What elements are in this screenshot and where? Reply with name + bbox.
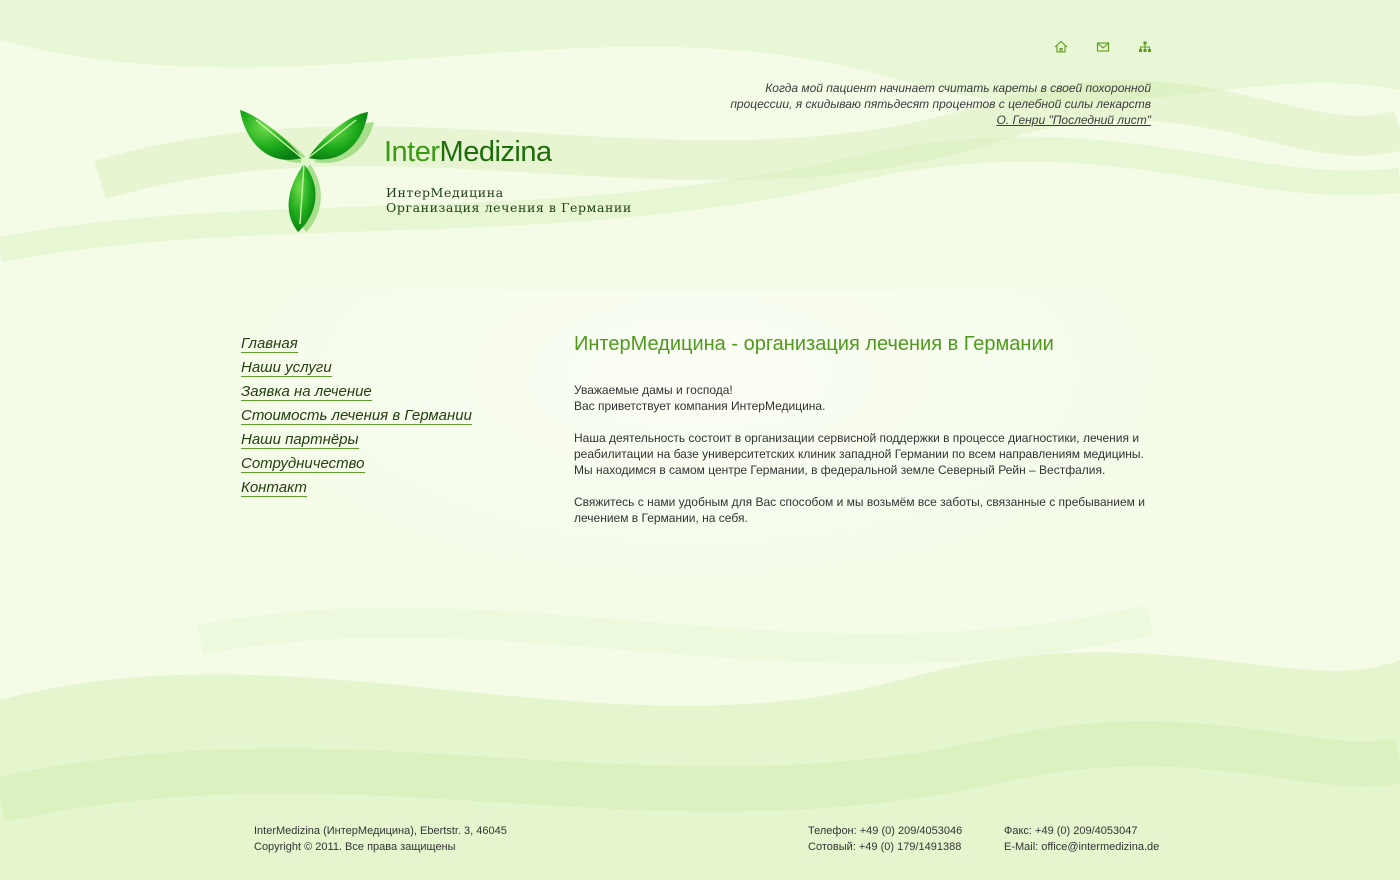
- trefoil-leaf-icon: [236, 98, 376, 238]
- brand-name-part2: Medizina: [439, 136, 552, 168]
- footer-address-block: [254, 823, 507, 855]
- quote-line-1: Когда мой пациент начинает считать кареты в своей похоронной: [765, 81, 1151, 95]
- quote-line-2: процессии, я скидываю пятьдесят процентов с целебной силы лекарств: [730, 97, 1151, 111]
- nav-item-home[interactable]: Главная: [241, 335, 298, 352]
- footer-email-label: E-Mail:: [1004, 841, 1042, 853]
- brand-subtitle-line-2: Организация лечения в Германии: [386, 200, 632, 215]
- footer-email-link[interactable]: office@intermedizina.de: [1041, 841, 1160, 853]
- sitemap-icon[interactable]: [1136, 38, 1154, 56]
- header-quote: [691, 80, 1151, 128]
- top-icon-bar: [1052, 38, 1162, 56]
- logo[interactable]: [236, 98, 636, 238]
- main-content: [574, 331, 1164, 542]
- nav-item-request[interactable]: Заявка на лечение: [241, 383, 372, 400]
- nav-item-services[interactable]: Наши услуги: [241, 359, 332, 376]
- nav-item-cost[interactable]: Стоимость лечения в Германии: [241, 407, 472, 424]
- greeting-line-2: Вас приветствует компания ИнтерМедицина.: [574, 399, 826, 413]
- sidebar-nav: [241, 332, 521, 500]
- nav-item-partners[interactable]: Наши партнёры: [241, 431, 359, 448]
- footer-email-row: [1004, 839, 1159, 855]
- mail-icon[interactable]: [1094, 38, 1112, 56]
- footer-fax-block: [1004, 823, 1159, 855]
- brand-name: [384, 136, 552, 169]
- footer-phone: Телефон: +49 (0) 209/4053046: [808, 825, 963, 837]
- brand-subtitle: [386, 185, 632, 215]
- nav-item-cooperation[interactable]: Сотрудничество: [241, 455, 365, 472]
- activity-paragraph: Наша деятельность состоит в организации сервисной поддержки в процессе диагностики, лечения и реабилитации на базе университетских клиник западной Германии по всем направлениям медицины. Мы находимся в самом центре Германии, в федеральной земле Северный Рейн – Вестфалия.: [574, 431, 1144, 477]
- quote-author-link[interactable]: О. Генри "Последний лист": [996, 113, 1151, 127]
- greeting-paragraph: [574, 382, 1164, 414]
- nav-item-contact[interactable]: Контакт: [241, 479, 307, 496]
- footer-address: InterMedizina (ИнтерМедицина), Ebertstr. 3, 46045: [254, 825, 507, 837]
- brand-subtitle-line-1: ИнтерМедицина: [386, 185, 504, 200]
- footer-copyright: Copyright © 2011. Все права защищены: [254, 841, 456, 853]
- brand-name-part1: Inter: [384, 136, 440, 168]
- home-icon[interactable]: [1052, 38, 1070, 56]
- footer-fax: Факс: +49 (0) 209/4053047: [1004, 825, 1138, 837]
- footer-phone-block: [808, 823, 962, 855]
- contact-paragraph: Свяжитесь с нами удобным для Вас способом и мы возьмём все заботы, связанные с пребыванием и лечением в Германии, на себя.: [574, 495, 1145, 525]
- page-title: ИнтерМедицина - организация лечения в Германии: [574, 333, 1054, 355]
- footer-mobile: Сотовый: +49 (0) 179/1491388: [808, 841, 962, 853]
- greeting-line-1: Уважаемые дамы и господа!: [574, 383, 733, 397]
